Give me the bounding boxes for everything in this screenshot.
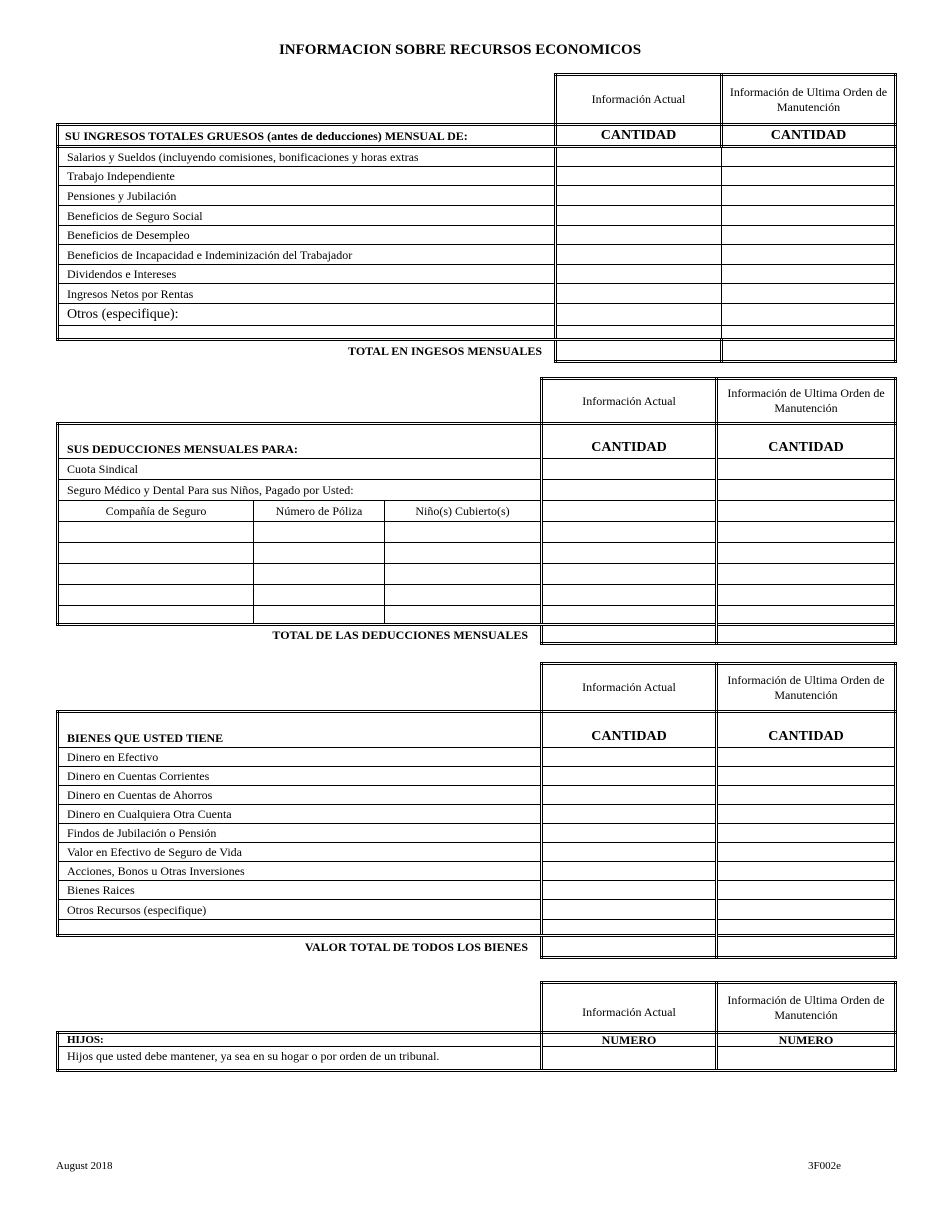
col-header-poliza: Número de Póliza: [254, 501, 385, 522]
amount-input-actual[interactable]: [542, 767, 717, 786]
table-row: [58, 606, 896, 625]
table-row: [58, 304, 896, 326]
table-row: [58, 480, 896, 501]
amount-input-orden[interactable]: [717, 767, 896, 786]
col-header-orden: Información de Ultima Orden de Manutención: [717, 664, 896, 712]
row-label: Pensiones y Jubilación: [58, 186, 556, 206]
table-row: [58, 786, 896, 805]
amount-input-orden[interactable]: [717, 480, 896, 501]
row-label: Trabajo Independiente: [58, 167, 556, 186]
insurance-company-input[interactable]: [58, 543, 254, 564]
children-covered-input[interactable]: [385, 585, 542, 606]
table-row: [58, 206, 896, 226]
other-specify-input[interactable]: [58, 326, 556, 340]
policy-number-input[interactable]: [254, 564, 385, 585]
policy-number-input[interactable]: [254, 606, 385, 625]
table-row: [58, 900, 896, 920]
amount-input-orden[interactable]: [717, 900, 896, 920]
total-input-orden[interactable]: [717, 625, 896, 644]
amount-input-orden[interactable]: [717, 805, 896, 824]
table-row: [58, 564, 896, 585]
total-input-actual[interactable]: [542, 625, 717, 644]
amount-input-orden[interactable]: [722, 304, 896, 326]
amount-input-orden[interactable]: [717, 862, 896, 881]
numero-label: NUMERO: [542, 1033, 717, 1047]
row-label: Beneficios de Seguro Social: [58, 206, 556, 226]
table-row: [58, 881, 896, 900]
amount-input-actual[interactable]: [556, 304, 722, 326]
amount-input-actual[interactable]: [542, 522, 717, 543]
amount-input-actual[interactable]: [556, 284, 722, 304]
amount-input-actual[interactable]: [542, 881, 717, 900]
table-row: [58, 862, 896, 881]
table-row: [58, 459, 896, 480]
amount-input-orden[interactable]: [722, 265, 896, 284]
insurance-company-input[interactable]: [58, 522, 254, 543]
row-label: Beneficios de Desempleo: [58, 226, 556, 245]
cantidad-label: CANTIDAD: [717, 424, 896, 459]
table-row: [58, 543, 896, 564]
amount-input-actual[interactable]: [542, 585, 717, 606]
table-row: [58, 805, 896, 824]
amount-input-orden[interactable]: [722, 245, 896, 265]
other-specify-input[interactable]: [58, 920, 542, 936]
col-header-actual: Información Actual: [542, 379, 717, 424]
insurance-company-input[interactable]: [58, 564, 254, 585]
footer-form-code: 3F002e: [808, 1160, 841, 1172]
row-label: Dinero en Cuentas de Ahorros: [58, 786, 542, 805]
policy-number-input[interactable]: [254, 585, 385, 606]
total-input-actual[interactable]: [542, 936, 717, 958]
children-covered-input[interactable]: [385, 606, 542, 625]
col-header-actual: Información Actual: [542, 983, 717, 1033]
table-row: [58, 1047, 896, 1071]
row-label: Hijos que usted debe mantener, ya sea en su hogar o por orden de un tribunal.: [58, 1047, 542, 1071]
row-label: Beneficios de Incapacidad e Indeminización del Trabajador: [58, 245, 556, 265]
number-input-actual[interactable]: [542, 1047, 717, 1071]
ingresos-table: [56, 73, 897, 363]
col-header-orden: Información de Ultima Orden de Manutención: [717, 379, 896, 424]
total-label: TOTAL DE LAS DEDUCCIONES MENSUALES: [272, 627, 529, 642]
amount-input-orden[interactable]: [722, 147, 896, 167]
row-label: Acciones, Bonos u Otras Inversiones: [58, 862, 542, 881]
table-row: [58, 748, 896, 767]
table-row: [58, 265, 896, 284]
amount-input-orden[interactable]: [717, 501, 896, 522]
row-label: Bienes Raices: [58, 881, 542, 900]
col-header-actual: Información Actual: [542, 664, 717, 712]
total-input-actual[interactable]: [556, 340, 722, 362]
amount-input-actual[interactable]: [556, 206, 722, 226]
table-row: [58, 585, 896, 606]
row-label: Valor en Efectivo de Seguro de Vida: [58, 843, 542, 862]
amount-input-orden[interactable]: [717, 881, 896, 900]
amount-input-orden[interactable]: [722, 206, 896, 226]
amount-input-actual[interactable]: [542, 920, 717, 936]
table-row: [58, 147, 896, 167]
cantidad-label: CANTIDAD: [556, 125, 722, 147]
table-row: [58, 167, 896, 186]
amount-input-orden[interactable]: [722, 326, 896, 340]
children-covered-input[interactable]: [385, 564, 542, 585]
amount-input-actual[interactable]: [542, 805, 717, 824]
col-header-actual: Información Actual: [556, 75, 722, 125]
ingresos-heading: SU INGRESOS TOTALES GRUESOS (antes de deducciones) MENSUAL DE:: [58, 125, 556, 147]
total-input-orden[interactable]: [722, 340, 896, 362]
number-input-orden[interactable]: [717, 1047, 896, 1071]
amount-input-orden[interactable]: [717, 606, 896, 625]
hijos-table: [56, 981, 897, 1072]
row-label: Cuota Sindical: [58, 459, 542, 480]
amount-input-orden[interactable]: [722, 186, 896, 206]
row-label: Dinero en Cualquiera Otra Cuenta: [58, 805, 542, 824]
amount-input-actual[interactable]: [556, 186, 722, 206]
children-covered-input[interactable]: [385, 522, 542, 543]
bienes-heading: BIENES QUE USTED TIENE: [58, 712, 542, 748]
amount-input-orden[interactable]: [717, 824, 896, 843]
insurance-company-input[interactable]: [58, 606, 254, 625]
amount-input-actual[interactable]: [542, 564, 717, 585]
amount-input-actual[interactable]: [542, 843, 717, 862]
row-label: Otros (especifique):: [58, 304, 556, 326]
numero-label: NUMERO: [717, 1033, 896, 1047]
amount-input-actual[interactable]: [542, 786, 717, 805]
cantidad-label: CANTIDAD: [542, 712, 717, 748]
row-label: Salarios y Sueldos (incluyendo comisiones, bonificaciones y horas extras: [58, 147, 556, 167]
policy-number-input[interactable]: [254, 522, 385, 543]
deducciones-table: [56, 377, 897, 645]
row-label: Seguro Médico y Dental Para sus Niños, Pagado por Usted:: [58, 480, 542, 501]
amount-input-actual[interactable]: [556, 245, 722, 265]
policy-number-input[interactable]: [254, 543, 385, 564]
amount-input-actual[interactable]: [542, 459, 717, 480]
col-header-orden: Información de Ultima Orden de Manutención: [717, 983, 896, 1033]
amount-input-orden[interactable]: [717, 459, 896, 480]
total-label: VALOR TOTAL DE TODOS LOS BIENES: [304, 940, 528, 955]
insurance-company-input[interactable]: [58, 585, 254, 606]
footer-date: August 2018: [56, 1160, 113, 1172]
amount-input-actual[interactable]: [542, 748, 717, 767]
col-header-orden: Información de Ultima Orden de Manutención: [722, 75, 896, 125]
row-label: Findos de Jubilación o Pensión: [58, 824, 542, 843]
total-input-orden[interactable]: [717, 936, 896, 958]
amount-input-orden[interactable]: [717, 843, 896, 862]
row-label: Otros Recursos (especifique): [58, 900, 542, 920]
amount-input-actual[interactable]: [542, 543, 717, 564]
amount-input-actual[interactable]: [556, 326, 722, 340]
amount-input-orden[interactable]: [717, 585, 896, 606]
amount-input-orden[interactable]: [722, 284, 896, 304]
table-row: [58, 186, 896, 206]
children-covered-input[interactable]: [385, 543, 542, 564]
table-row: [58, 326, 896, 340]
amount-input-actual[interactable]: [542, 900, 717, 920]
amount-input-orden[interactable]: [717, 522, 896, 543]
table-row: [58, 767, 896, 786]
deducciones-heading: SUS DEDUCCIONES MENSUALES PARA:: [58, 424, 542, 459]
amount-input-actual[interactable]: [542, 862, 717, 881]
amount-input-orden[interactable]: [722, 167, 896, 186]
table-row: [58, 843, 896, 862]
table-row: [58, 284, 896, 304]
cantidad-label: CANTIDAD: [542, 424, 717, 459]
amount-input-actual[interactable]: [542, 824, 717, 843]
table-row: [58, 920, 896, 936]
col-header-ninos: Niño(s) Cubierto(s): [385, 501, 542, 522]
amount-input-actual[interactable]: [542, 480, 717, 501]
total-label: TOTAL EN INGESOS MENSUALES: [348, 344, 542, 359]
row-label: Dinero en Efectivo: [58, 748, 542, 767]
table-row: [58, 245, 896, 265]
table-row: [58, 522, 896, 543]
bienes-table: [56, 662, 897, 959]
amount-input-actual[interactable]: [542, 501, 717, 522]
cantidad-label: CANTIDAD: [717, 712, 896, 748]
row-label: Dividendos e Intereses: [58, 265, 556, 284]
amount-input-orden[interactable]: [717, 564, 896, 585]
row-label: Ingresos Netos por Rentas: [58, 284, 556, 304]
amount-input-orden[interactable]: [717, 748, 896, 767]
amount-input-orden[interactable]: [722, 226, 896, 245]
col-header-compania: Compañía de Seguro: [58, 501, 254, 522]
row-label: Dinero en Cuentas Corrientes: [58, 767, 542, 786]
amount-input-actual[interactable]: [556, 147, 722, 167]
page-title: INFORMACION SOBRE RECURSOS ECONOMICOS: [278, 42, 642, 58]
amount-input-actual[interactable]: [556, 265, 722, 284]
table-row: [58, 824, 896, 843]
amount-input-orden[interactable]: [717, 543, 896, 564]
amount-input-orden[interactable]: [717, 786, 896, 805]
amount-input-actual[interactable]: [556, 226, 722, 245]
table-row: [58, 501, 896, 522]
cantidad-label: CANTIDAD: [722, 125, 896, 147]
table-row: [58, 226, 896, 245]
amount-input-actual[interactable]: [556, 167, 722, 186]
amount-input-orden[interactable]: [717, 920, 896, 936]
hijos-heading: HIJOS:: [58, 1033, 542, 1047]
amount-input-actual[interactable]: [542, 606, 717, 625]
